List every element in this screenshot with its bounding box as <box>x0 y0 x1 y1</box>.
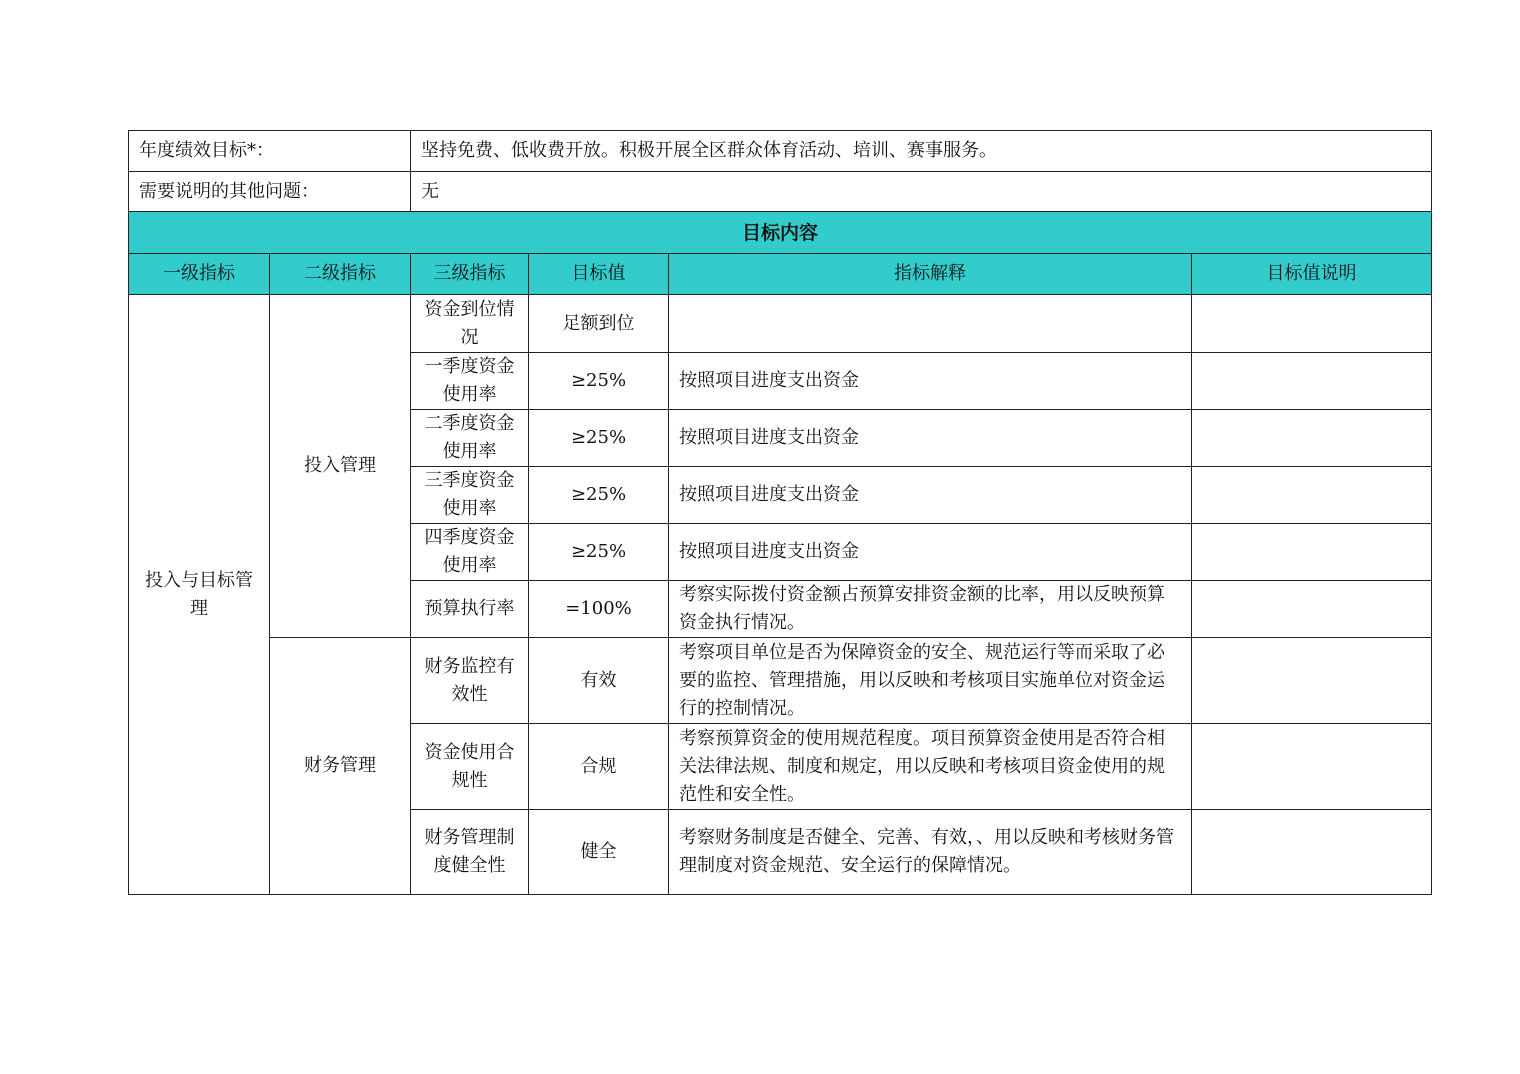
annual-goal-label: 年度绩效目标*： <box>129 131 411 172</box>
other-issues-row <box>129 172 1432 212</box>
target-value-note <box>1192 638 1432 724</box>
target-value-note <box>1192 810 1432 895</box>
target-value-note <box>1192 467 1432 524</box>
indicator-explanation: 考察财务制度是否健全、完善、有效，、用以反映和考核财务管理制度对资金规范、安全运行的保障情况。 <box>669 810 1192 895</box>
indicator-explanation: 考察项目单位是否为保障资金的安全、规范运行等而采取了必要的监控、管理措施，用以反映和考核项目实施单位对资金运行的控制情况。 <box>669 638 1192 724</box>
target-value-note <box>1192 524 1432 581</box>
target-value-note <box>1192 410 1432 467</box>
col-header-level2: 二级指标 <box>270 254 411 295</box>
target-value-note <box>1192 353 1432 410</box>
target-value: 合规 <box>529 724 669 810</box>
other-issues-value: 无 <box>411 172 1432 212</box>
col-header-level3: 三级指标 <box>411 254 529 295</box>
target-value: 有效 <box>529 638 669 724</box>
level1-indicator: 投入与目标管理 <box>129 295 270 895</box>
section-title-row <box>129 212 1432 254</box>
col-header-level1: 一级指标 <box>129 254 270 295</box>
section-title: 目标内容 <box>129 212 1432 254</box>
level3-indicator: 财务管理制度健全性 <box>411 810 529 895</box>
table-row <box>129 295 1432 353</box>
annual-goal-row <box>129 131 1432 172</box>
level3-indicator: 预算执行率 <box>411 581 529 638</box>
col-header-target: 目标值 <box>529 254 669 295</box>
indicator-explanation: 按照项目进度支出资金 <box>669 524 1192 581</box>
col-header-target-note: 目标值说明 <box>1192 254 1432 295</box>
level3-indicator: 三季度资金使用率 <box>411 467 529 524</box>
indicator-explanation <box>669 295 1192 353</box>
level3-indicator: 四季度资金使用率 <box>411 524 529 581</box>
target-value: ≥25% <box>529 467 669 524</box>
indicator-explanation: 按照项目进度支出资金 <box>669 353 1192 410</box>
table-row <box>129 638 1432 724</box>
performance-target-sheet <box>128 130 1431 895</box>
target-value-note <box>1192 295 1432 353</box>
target-value-note <box>1192 724 1432 810</box>
column-header-row <box>129 254 1432 295</box>
target-value: =100% <box>529 581 669 638</box>
indicator-explanation: 考察实际拨付资金额占预算安排资金额的比率，用以反映预算资金执行情况。 <box>669 581 1192 638</box>
target-value: ≥25% <box>529 353 669 410</box>
target-value: ≥25% <box>529 524 669 581</box>
other-issues-label: 需要说明的其他问题： <box>129 172 411 212</box>
indicator-explanation: 按照项目进度支出资金 <box>669 467 1192 524</box>
target-value: 健全 <box>529 810 669 895</box>
col-header-explanation: 指标解释 <box>669 254 1192 295</box>
level3-indicator: 二季度资金使用率 <box>411 410 529 467</box>
indicator-explanation: 按照项目进度支出资金 <box>669 410 1192 467</box>
target-table <box>128 130 1432 895</box>
level3-indicator: 资金到位情况 <box>411 295 529 353</box>
target-value-note <box>1192 581 1432 638</box>
target-value: 足额到位 <box>529 295 669 353</box>
level2-financial-management: 财务管理 <box>270 638 411 895</box>
indicator-explanation: 考察预算资金的使用规范程度。项目预算资金使用是否符合相关法律法规、制度和规定，用以反映和考核项目资金使用的规范性和安全性。 <box>669 724 1192 810</box>
annual-goal-value: 坚持免费、低收费开放。积极开展全区群众体育活动、培训、赛事服务。 <box>411 131 1432 172</box>
level3-indicator: 一季度资金使用率 <box>411 353 529 410</box>
level3-indicator: 财务监控有效性 <box>411 638 529 724</box>
level2-input-management: 投入管理 <box>270 295 411 638</box>
level3-indicator: 资金使用合规性 <box>411 724 529 810</box>
target-value: ≥25% <box>529 410 669 467</box>
